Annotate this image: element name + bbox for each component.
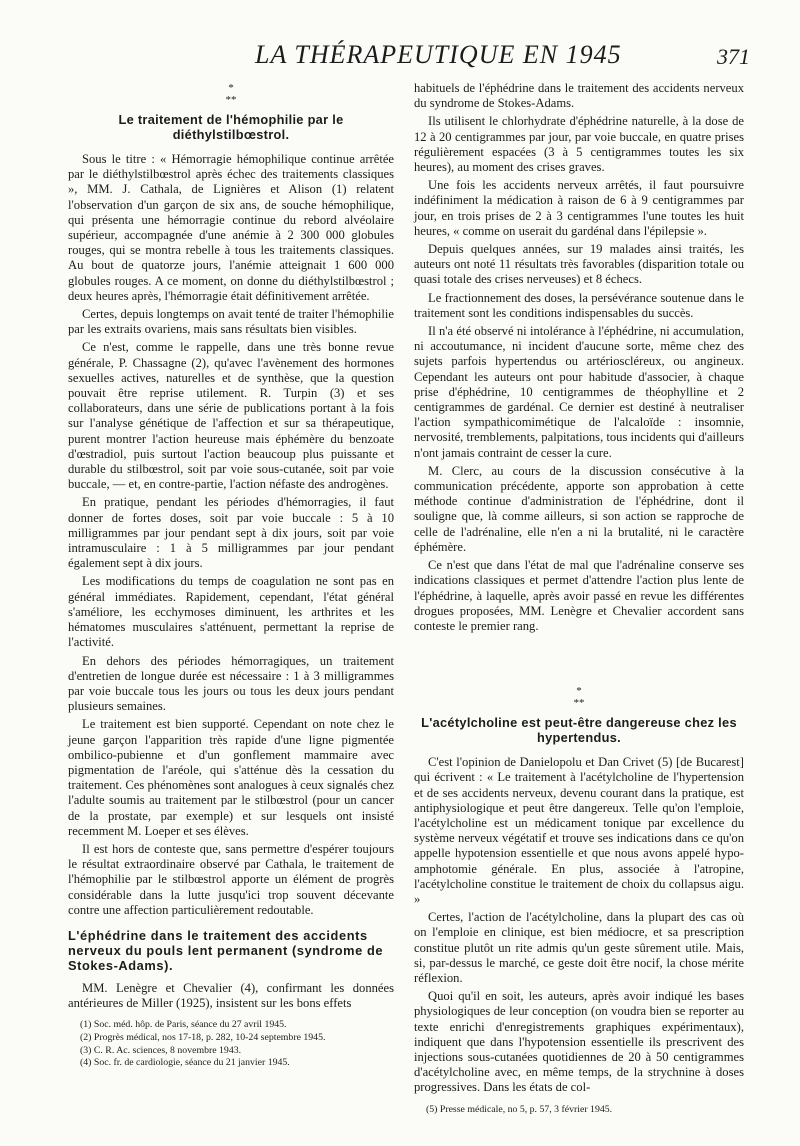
left-column [68, 82, 394, 1070]
paragraph: Certes, l'action de l'acétylcholine, dans la plupart des cas où on l'emploie en clinique, est bien médiocre, et sa prescription constitue plutôt un rite admis qu'un geste sûrement utile. Mais, si, par-dessus le marché, ce geste doit être nocif, la chose mérite réflexion. [414, 910, 744, 985]
paragraph: C'est l'opinion de Danielopolu et Dan Crivet (5) [de Bucarest] qui écrivent : « Le traitement à l'acétylcholine de l'hypertension et de ses accidents nerveux, devenu courant dans la pratique, est antiphysiologique et peut être dangereux. Telle qu'on l'emploie, l'acétylcholine est un médicament tonique par excellence du système nerveux végétatif et trouve ses indications dans ce qu'on appelle hypotension essentielle et que nous avons appelé hypo-amphotomie générale. En plus, associée à l'atropine, l'acétylcholine constitue le traitement de choix du collapsus aigu. » [414, 755, 744, 906]
section-heading-acetylcholine: L'acétylcholine est peut-être dangereuse chez les hypertendus. [421, 715, 737, 746]
paragraph: En dehors des périodes hémorragiques, un traitement d'entretien de longue durée est nécessaire : 1 à 3 milligrammes par voie buccale tous les jours ou tous les deux jours pendant plusieurs semaines. [68, 653, 394, 714]
section-separator: * ** [225, 82, 237, 106]
footnote: (5) Presse médicale, no 5, p. 57, 3 février 1945. [426, 1103, 613, 1115]
paragraph: Depuis quelques années, sur 19 malades ainsi traités, les auteurs ont noté 11 résultats très favorables (disparition totale ou quasi totale des crises nerveuses) et 8 échecs. [414, 242, 744, 287]
paragraph: MM. Lenègre et Chevalier (4), confirmant les données antérieures de Miller (1925), insistent sur les bons effets [68, 980, 394, 1011]
paragraph: M. Clerc, au cours de la discussion consécutive à la communication précédente, apporte son approbation à cette méthode continue d'administration de l'éphédrine, dont il souligne que, là comme ailleurs, si son action se rapproche de celle de l'adrénaline, elle n'en a ni la brutalité, ni le caractère éphémère. [414, 463, 744, 554]
paragraph: Ce n'est que dans l'état de mal que l'adrénaline conserve ses indications classiques et permet d'attendre l'action plus lente de l'éphédrine, à laquelle, après avoir passé en revue les différentes drogues proposées, MM. Lenègre et Chevalier accordent sans conteste le premier rang. [414, 558, 744, 633]
paragraph: Ce n'est, comme le rappelle, dans une très bonne revue générale, P. Chassagne (2), qu'avec l'avènement des hormones sexuelles actives, naturelles et de synthèse, que la question pouvait être reprise utilement. R. Turpin (3) et ses collaborateurs, dans une série de publications portant à la fois sur l'analyse génétique de l'affection et sur sa thérapeutique, purent montrer l'action heureuse mais éphémère du benzoate d'œstradiol, puis surtout l'action beaucoup plus puissante et durable du stilbœstrol, soit par voie sous-cutanée, soit par voie buccale, — et, en contre-partie, l'action néfaste des androgènes. [68, 340, 394, 492]
paragraph: Le traitement est bien supporté. Cependant on note chez le jeune garçon l'apparition très rapide d'une ligne pigmentée ombilico-pubienne et d'un gonflement mammaire avec pigmentation de l'aréole, qui s'atténue dès la cessation du traitement. Ces phénomènes sont analogues à ceux signalés chez l'adulte soumis au traitement par le stilbœstrol (pour un cancer de la prostate, par exemple) et sur lesquels ont insisté recemment M. Loeper et ses élèves. [68, 717, 394, 838]
section-separator: * ** [573, 685, 585, 710]
paragraph: Il n'a été observé ni intolérance à l'éphédrine, ni accumulation, ni accoutumance, ni incident d'aucune sorte, même chez des sujets parfois hypertendus ou artérioscléreux, ou angineux. Cependant les auteurs ont pour habitude d'associer, à chaque prise d'éphédrine, 10 centigrammes de théophylline et 2 centigrammes de gardénal. Ce dernier est destiné à neutraliser l'action sympathicomimétique de l'alcaloïde : insomnie, nervosité, tremblements, palpitations, tous incidents qui d'ailleurs n'ont jamais contraint de cesser la cure. [414, 324, 744, 460]
paragraph: Il est hors de conteste que, sans permettre d'espérer toujours le résultat extraordinaire observé par Cathala, le traitement de l'hémophilie par le stilbœstrol apporte un élément de progrès considérable dans la lutte jusqu'ici trop souvent décevante contre une affection particulièrement redoutable. [68, 841, 394, 917]
paragraph: Quoi qu'il en soit, les auteurs, après avoir indiqué les bases physiologiques de leur conception (on voudra bien se reporter au texte enrichi d'enregistrements graphiques expérimentaux), indiquent que dans l'hypotension essentielle ils prescrivent des injections sous-cutanées quotidiennes de 20 à 50 centigrammes d'acétylcholine avec, en même temps, de la strychnine à doses progressives. Dans les états de col- [414, 989, 744, 1095]
footnote: (1) Soc. méd. hôp. de Paris, séance du 27 avril 1945. [80, 1019, 287, 1031]
page-number: 371 [717, 44, 750, 69]
spacer [414, 637, 744, 685]
paragraph: En pratique, pendant les périodes d'hémorragies, il faut donner de fortes doses, soit par voie buccale : 5 à 10 milligrammes par jour pendant sept à dix jours, soit par voie intramusculaire : 1 à 5 milligrammes par jour pendant également sept à dix jours. [68, 495, 394, 571]
page-header [60, 40, 750, 80]
paragraph: Les modifications du temps de coagulation ne sont pas en général immédiates. Rapidement, cependant, l'état général s'améliore, les ecchymoses diminuent, les arthrites et les hématomes musculaires s'atténuent, permettant la reprise de l'activité. [68, 574, 394, 650]
section-heading-hemophilia: Le traitement de l'hémophilie par le diéthylstilbœstrol. [118, 112, 344, 142]
paragraph: Ils utilisent le chlorhydrate d'éphédrine naturelle, à la dose de 12 à 20 centigrammes par jour, par voie buccale, en quatre prises régulièrement espacées (3 à 5 centigrammes toutes les six heures), au moment des crises graves. [414, 114, 744, 175]
paragraph: Une fois les accidents nerveux arrêtés, il faut poursuivre indéfiniment la médication à raison de 6 à 9 centigrammes par jour, en trois prises de 2 à 3 centigrammes l'une toutes les huit heures, « comme on userait du gardénal dans l'épilepsie ». [414, 178, 744, 238]
footnote: (3) C. R. Ac. sciences, 8 novembre 1943. [80, 1044, 242, 1056]
footnote: (2) Progrès médical, nos 17-18, p. 282, 10-24 septembre 1945. [80, 1031, 326, 1043]
paragraph: Le fractionnement des doses, la persévérance soutenue dans le traitement sont les conditions indispensables du succès. [414, 290, 744, 320]
footnotes [414, 1104, 744, 1117]
paragraph: habituels de l'éphédrine dans le traitement des accidents nerveux du syndrome de Stokes-Adams. [414, 81, 744, 111]
running-title: LA THÉRAPEUTIQUE EN 1945 [255, 40, 622, 69]
paragraph: Sous le titre : « Hémorragie hémophilique continue arrêtée par le diéthylstilbœstrol après échec des traitements classiques », MM. J. Cathala, de Lignières et Alison (1) relatent l'observation d'un garçon de six ans, de souche hémophilique, qui présenta une hémorragie continue du rebord alvéolaire supérieur, accompagnée d'une anémie à 2 300 000 globules rouges, qui se montra rebelle à tous les traitements classiques. Au bout de quatorze jours, l'anémie atteignait 1 600 000 globules rouges. A ce moment, on donne du diéthylstilbœstrol ; deux heures après, l'hémorragie était définitivement arrêtée. [68, 152, 394, 303]
footnotes [68, 1019, 394, 1069]
right-column [414, 81, 744, 1116]
section-heading-ephedrine: L'éphédrine dans le traitement des accidents nerveux du pouls lent permanent (syndrome de Stokes-Adams). [68, 927, 384, 973]
footnote: (4) Soc. fr. de cardiologie, séance du 21 janvier 1945. [80, 1057, 290, 1069]
paragraph: Certes, depuis longtemps on avait tenté de traiter l'hémophilie par les extraits ovariens, mais sans résultats bien visibles. [68, 307, 394, 337]
